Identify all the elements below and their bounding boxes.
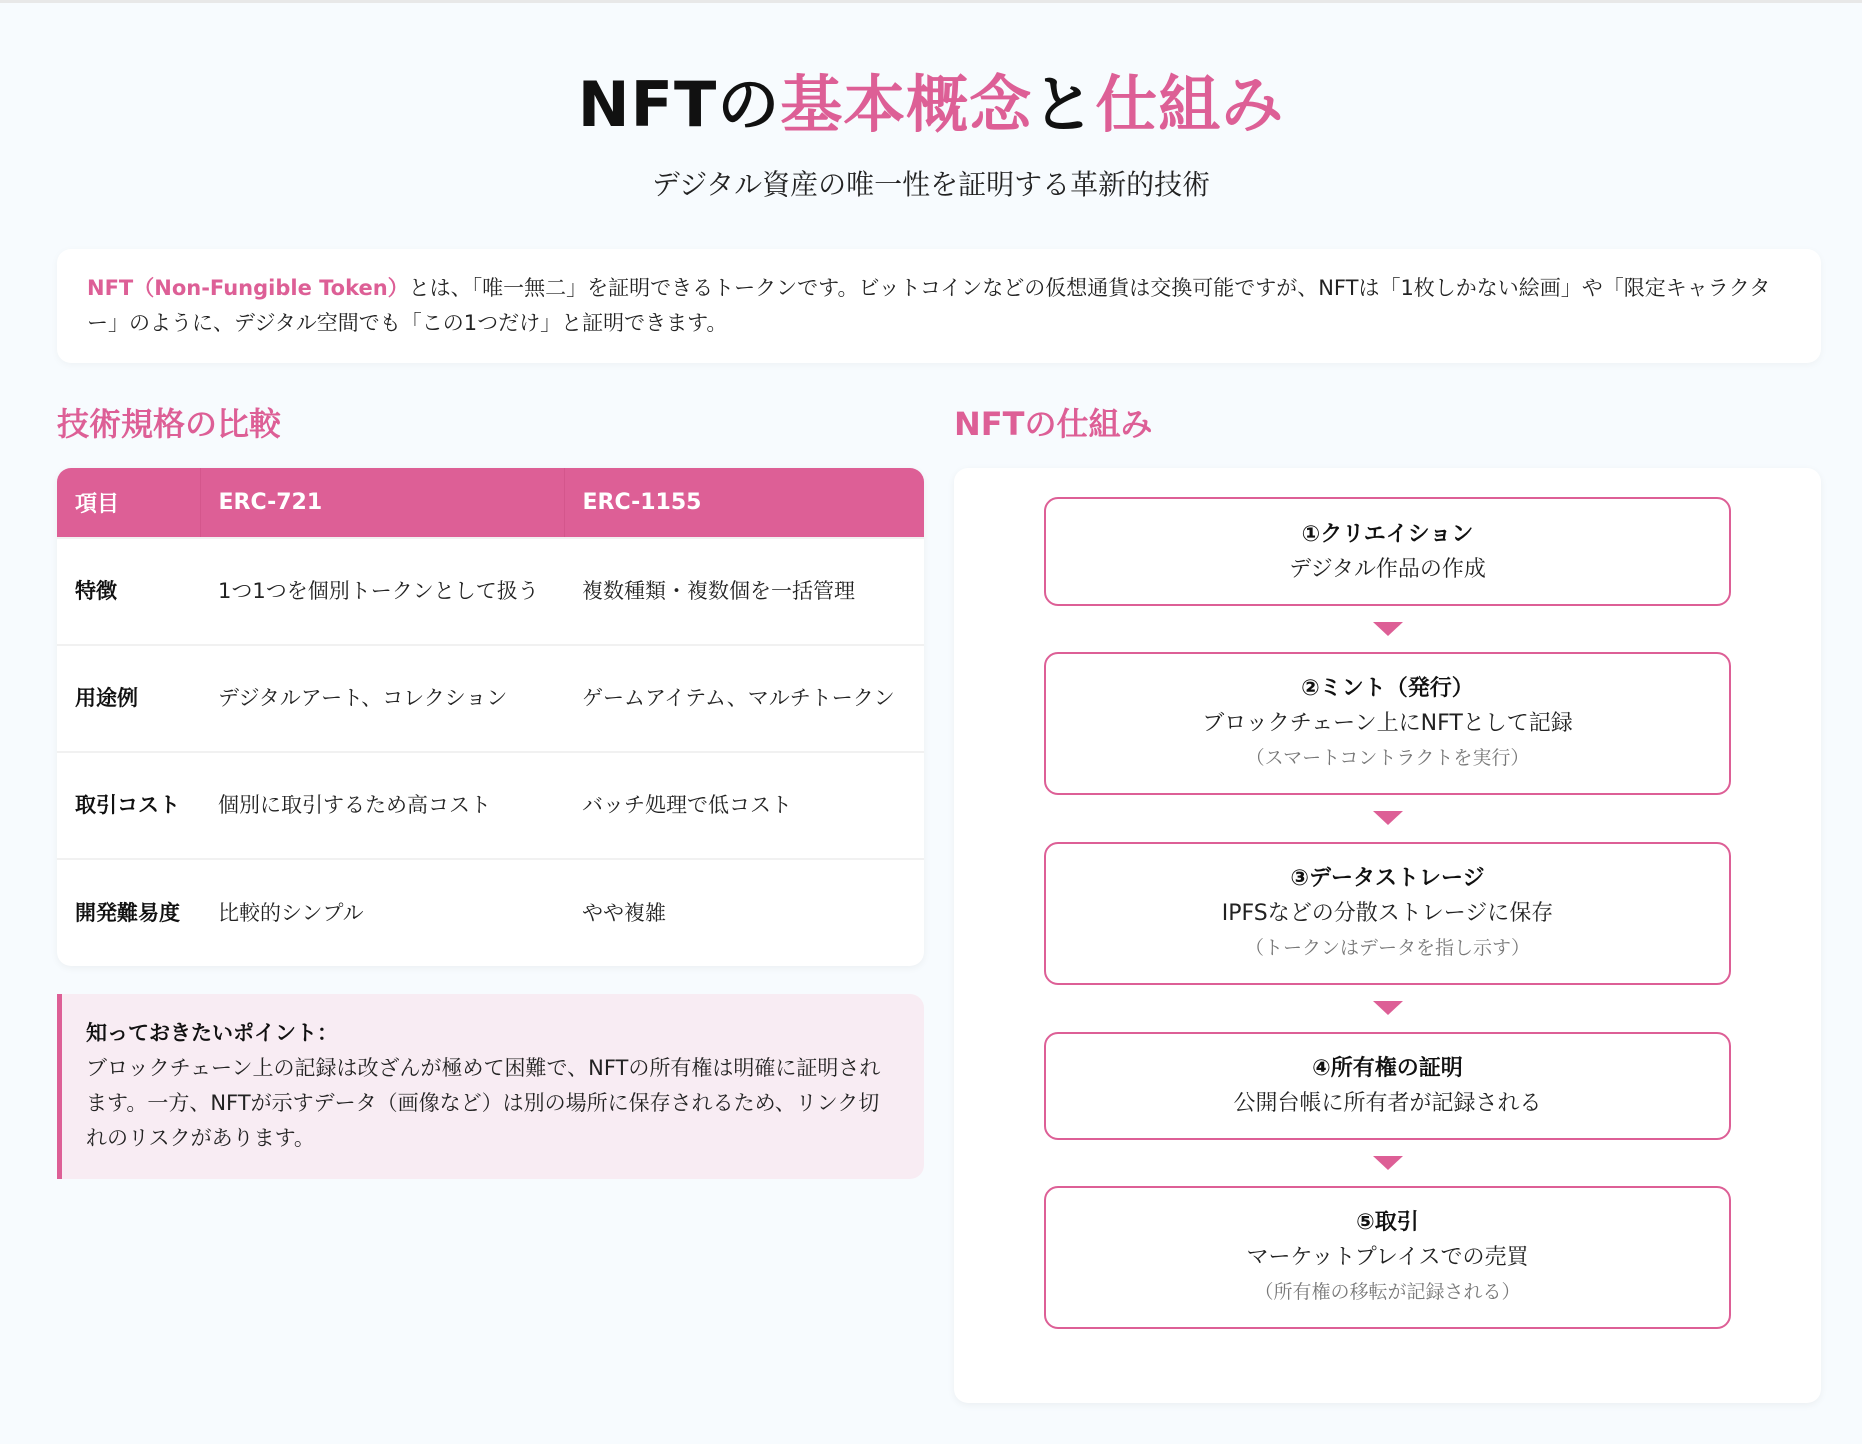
cell-erc1155: やや複雑 bbox=[564, 859, 924, 966]
step-desc: マーケットプレイスでの売買 bbox=[1246, 1245, 1529, 1270]
title-part-accent: 基本概念 bbox=[780, 68, 1033, 141]
down-arrow-icon bbox=[1373, 1001, 1403, 1015]
step-note: （スマートコントラクトを実行） bbox=[1245, 747, 1530, 769]
table-header-row bbox=[57, 468, 924, 538]
cell-erc721: デジタルアート、コレクション bbox=[200, 645, 564, 752]
column-header-item: 項目 bbox=[57, 468, 200, 538]
comparison-table bbox=[57, 468, 924, 966]
step-desc: デジタル作品の作成 bbox=[1289, 556, 1486, 582]
flow-diagram bbox=[954, 468, 1821, 1403]
page-subtitle: デジタル資産の唯一性を証明する革新的技術 bbox=[651, 168, 1211, 201]
row-label: 取引コスト bbox=[57, 752, 200, 859]
cell-erc1155: バッチ処理で低コスト bbox=[564, 752, 924, 859]
step-desc: ブロックチェーン上にNFTとして記録 bbox=[1202, 711, 1573, 736]
title-part: と bbox=[1032, 68, 1096, 141]
down-arrow-icon bbox=[1373, 1156, 1403, 1170]
flow-step-trade bbox=[1044, 1186, 1731, 1329]
step-desc: IPFSなどの分散ストレージに保存 bbox=[1221, 901, 1554, 926]
flow-section-title: NFTの仕組み bbox=[954, 405, 1153, 443]
flow-step-ownership bbox=[1044, 1032, 1731, 1140]
row-label: 用途例 bbox=[57, 645, 200, 752]
note-body: ブロックチェーン上の記録は改ざんが極めて困難で、NFTの所有権は明確に証明されます。一方、NFTが示すデータ（画像など）は別の場所に保存されるため、リンク切れのリスクがあります。 bbox=[86, 1056, 881, 1150]
cell-erc1155: 複数種類・複数個を一括管理 bbox=[564, 538, 924, 645]
cell-erc721: 比較的シンプル bbox=[200, 859, 564, 966]
column-header-erc1155: ERC-1155 bbox=[564, 468, 924, 538]
step-note: （所有権の移転が記録される） bbox=[1254, 1281, 1521, 1303]
cell-erc721: 1つ1つを個別トークンとして扱う bbox=[200, 538, 564, 645]
step-title: ④所有権の証明 bbox=[1312, 1056, 1463, 1081]
title-part: NFTの bbox=[577, 68, 781, 141]
table-row bbox=[57, 538, 924, 645]
step-title: ②ミント（発行） bbox=[1301, 676, 1474, 701]
page-title bbox=[0, 55, 1862, 144]
row-label: 特徴 bbox=[57, 538, 200, 645]
title-part-accent: 仕組み bbox=[1095, 68, 1285, 141]
intro-text: とは、「唯一無二」を証明できるトークンです。ビットコインなどの仮想通貨は交換可能ですが、NFTは「1枚しかない絵画」や「限定キャラクター」のように、デジタル空間でも「この1つだけ」と証明できます。 bbox=[87, 276, 1771, 335]
cell-erc1155: ゲームアイテム、マルチトークン bbox=[564, 645, 924, 752]
step-desc: 公開台帳に所有者が記録される bbox=[1233, 1091, 1542, 1116]
note-title: 知っておきたいポイント： bbox=[86, 1021, 338, 1045]
step-title: ①クリエイション bbox=[1301, 521, 1474, 547]
table-row bbox=[57, 645, 924, 752]
intro-card bbox=[57, 249, 1821, 363]
step-note: （トークンはデータを指し示す） bbox=[1244, 937, 1530, 959]
table-row bbox=[57, 752, 924, 859]
down-arrow-icon bbox=[1373, 622, 1403, 636]
step-title: ③データストレージ bbox=[1290, 866, 1485, 891]
table-row bbox=[57, 859, 924, 966]
intro-highlight: NFT（Non-Fungible Token） bbox=[87, 276, 409, 300]
flow-step-storage bbox=[1044, 842, 1731, 985]
comparison-section-title: 技術規格の比較 bbox=[57, 405, 282, 443]
column-header-erc721: ERC-721 bbox=[200, 468, 564, 538]
flow-step-creation bbox=[1044, 497, 1731, 606]
key-point-note bbox=[57, 994, 924, 1179]
down-arrow-icon bbox=[1373, 811, 1403, 825]
flow-step-mint bbox=[1044, 652, 1731, 795]
step-title: ⑤取引 bbox=[1356, 1210, 1419, 1235]
row-label: 開発難易度 bbox=[57, 859, 200, 966]
cell-erc721: 個別に取引するため高コスト bbox=[200, 752, 564, 859]
